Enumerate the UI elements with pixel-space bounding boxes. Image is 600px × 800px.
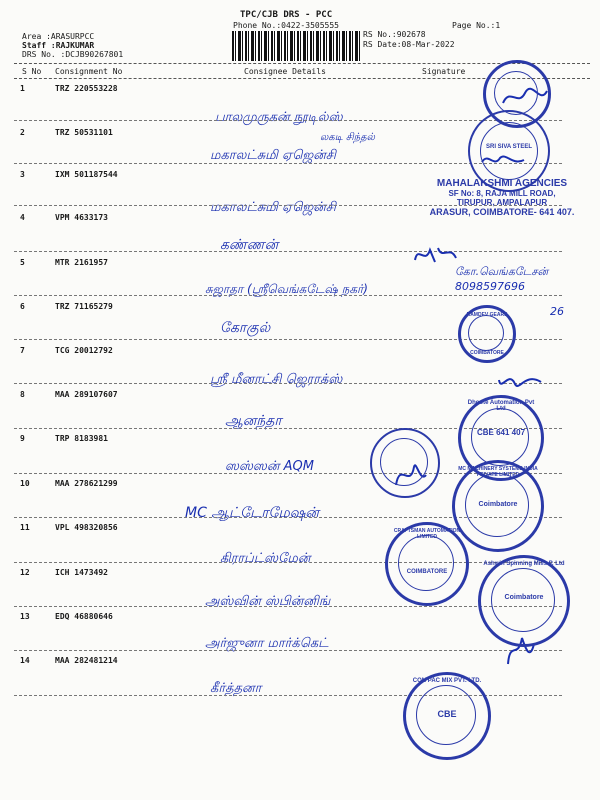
company-seal: SRI SIVA STEEL — [468, 110, 550, 192]
company-seal: CRAFTSMAN AUTOMATION LIMITED COIMBATORE — [385, 522, 469, 606]
company-seal: RAMDEV GEARS COIMBATORE — [458, 305, 516, 363]
date-annotation: 26 — [550, 305, 564, 318]
area-label: Area :ARASURPCC — [22, 32, 95, 41]
company-seal — [370, 428, 440, 498]
company-seal: Ashwin Spinning Mills P. Ltd Coimbatore — [478, 555, 570, 647]
consignee-handwritten: ஸஸ்ஸன் AQM — [225, 459, 314, 474]
rs-number: RS No.:902678 — [363, 30, 426, 39]
column-signature: Signature — [422, 67, 466, 76]
consignee-handwritten: கிராப்ட்ஸ்மேன் — [220, 551, 311, 566]
signature — [410, 240, 460, 270]
column-consignment: Consignment No — [55, 67, 123, 76]
consignee-handwritten: சுஜாதா (ஸ்ரீவெங்கடேஷ் நகர்) — [205, 282, 368, 296]
consignee-handwritten: பாலமுருகன் நூடில்ஸ் — [215, 110, 343, 125]
phone-number: Phone No.:0422-3505555 — [233, 21, 339, 30]
consignee-handwritten: ஸ்ரீ மீனாட்சி ஜெராக்ஸ் — [210, 372, 343, 387]
company-seal: Dhoote Automation Pvt Ltd CBE 641 407 — [458, 395, 544, 481]
staff-label: Staff :RAJKUMAR — [22, 41, 95, 50]
consignee-handwritten: கோகுல் — [220, 320, 271, 336]
document-title: TPC/CJB DRS - PCC — [240, 10, 333, 20]
column-consignee: Consignee Details — [244, 67, 326, 76]
consignee-handwritten: அஸ்வின் ஸ்பின்னிங் — [205, 594, 331, 609]
company-seal: MC MACHINERY SYSTEMS INDIA PRIVATE LIMITED Coimbatore — [452, 460, 544, 552]
rectangular-stamp: MAHALAKSHMI AGENCIES SF No: 8, RAJA MILL ROAD, TIRUPUR, AMPALAPUR ARASUR, COIMBATORE- 641 407. — [429, 178, 575, 217]
drs-number: DRS No. :DCJB90267801 — [22, 50, 124, 59]
company-seal: CON PAC MIX PVT. LTD. CBE — [403, 672, 491, 760]
phone-annotation: கோ.வெங்கடேசன் 8098597696 — [455, 265, 549, 293]
page-number: Page No.:1 — [452, 21, 501, 30]
rs-date: RS Date:08-Mar-2022 — [363, 40, 455, 49]
consignee-handwritten: MC ஆட்டோமேஷன் — [185, 505, 319, 521]
consignee-handwritten: கீர்த்தனா — [210, 681, 262, 696]
consignee-handwritten: ஆனந்தா — [225, 413, 282, 429]
consignee-handwritten: அர்ஜுனா மார்க்கெட் — [205, 636, 329, 651]
consignee-handwritten: மகாலட்சுமி ஏஜென்சி — [210, 148, 336, 163]
column-sno: S No — [22, 67, 42, 76]
consignee-handwritten: மகாலட்சுமி ஏஜென்சி — [210, 200, 336, 215]
consignee-handwritten: கண்ணன் — [220, 237, 279, 253]
signature — [495, 368, 545, 393]
barcode — [232, 31, 360, 61]
handwritten-note: லகடி சிந்தல் — [320, 132, 375, 143]
